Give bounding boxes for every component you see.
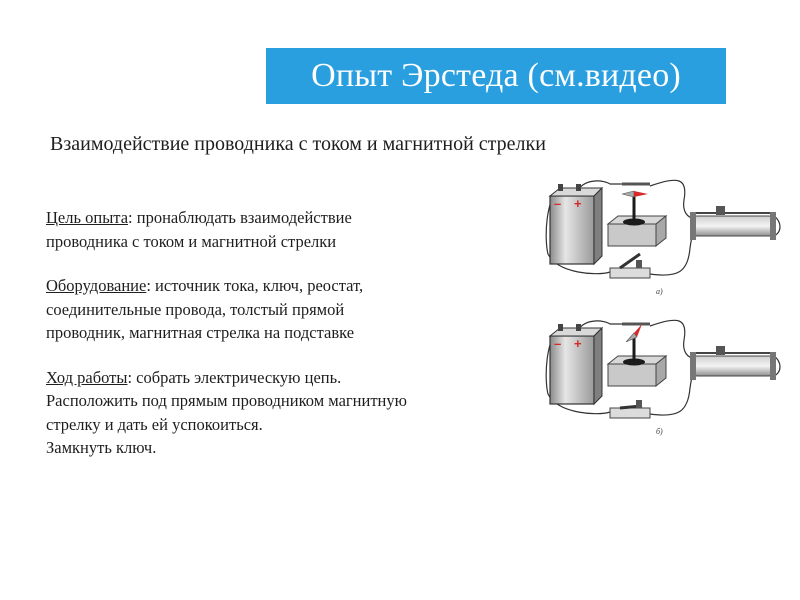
switch-base (610, 408, 650, 418)
rheostat-end (690, 352, 696, 380)
needle-south (622, 191, 634, 197)
procedure-text-2: Расположить под прямым проводником магнитную (46, 391, 407, 410)
circuit-illustration (538, 176, 788, 446)
equipment-text-1: : источник тока, ключ, реостат, (146, 276, 364, 295)
procedure-text-1: : собрать электрическую цепь. (127, 367, 342, 387)
minus-sign: – (554, 196, 562, 211)
goal-text-2: проводника с током и магнитной стрелки (46, 231, 337, 251)
switch-base (610, 268, 650, 278)
caption-b: б) (656, 427, 663, 436)
goal-paragraph (46, 206, 546, 253)
needle-north (634, 191, 648, 197)
plus-sign: + (574, 336, 582, 351)
battery-terminal (576, 324, 581, 331)
equipment-label: Оборудование (46, 276, 147, 295)
wire (650, 320, 694, 358)
rheostat-end (690, 212, 696, 240)
body-text (46, 206, 546, 481)
goal-text-1: : пронаблюдать взаимодействие (128, 208, 352, 227)
stand-block (608, 224, 656, 246)
rheostat-slider (716, 206, 725, 215)
switch-contact (636, 260, 642, 268)
equipment-text-3: проводник, магнитная стрелка на подставке (46, 323, 355, 342)
rheostat-slider (716, 346, 725, 355)
rheostat-end (770, 352, 776, 380)
battery-terminal (576, 184, 581, 191)
battery-side (594, 328, 602, 404)
procedure-label: Ход работы (46, 367, 128, 387)
procedure-text-3: стрелку и дать ей успокоиться. (46, 414, 263, 434)
caption-a: а) (656, 287, 663, 296)
equipment-paragraph (46, 274, 546, 345)
slide-title: Опыт Эрстеда (см.видео) (311, 57, 681, 94)
minus-sign: – (554, 336, 562, 351)
equipment-text-2: соединительные провода, толстый прямой (46, 299, 345, 319)
circuit-setup-b (546, 320, 780, 436)
plus-sign: + (574, 196, 582, 211)
title-banner (266, 48, 726, 104)
rheostat-end (770, 212, 776, 240)
rheostat-coil (694, 356, 772, 376)
rheostat-coil (694, 216, 772, 236)
procedure-text-4: Замкнуть ключ. (46, 438, 157, 457)
battery-side (594, 188, 602, 264)
stand-block (608, 364, 656, 386)
battery-terminal (558, 324, 563, 331)
goal-label: Цель опыта (46, 208, 129, 227)
circuit-setup-a (546, 180, 780, 296)
wire (650, 180, 694, 218)
battery-terminal (558, 184, 563, 191)
switch-contact (636, 400, 642, 408)
procedure-paragraph (46, 366, 546, 460)
slide-subtitle: Взаимодействие проводника с током и магнитной стрелки (50, 133, 546, 155)
